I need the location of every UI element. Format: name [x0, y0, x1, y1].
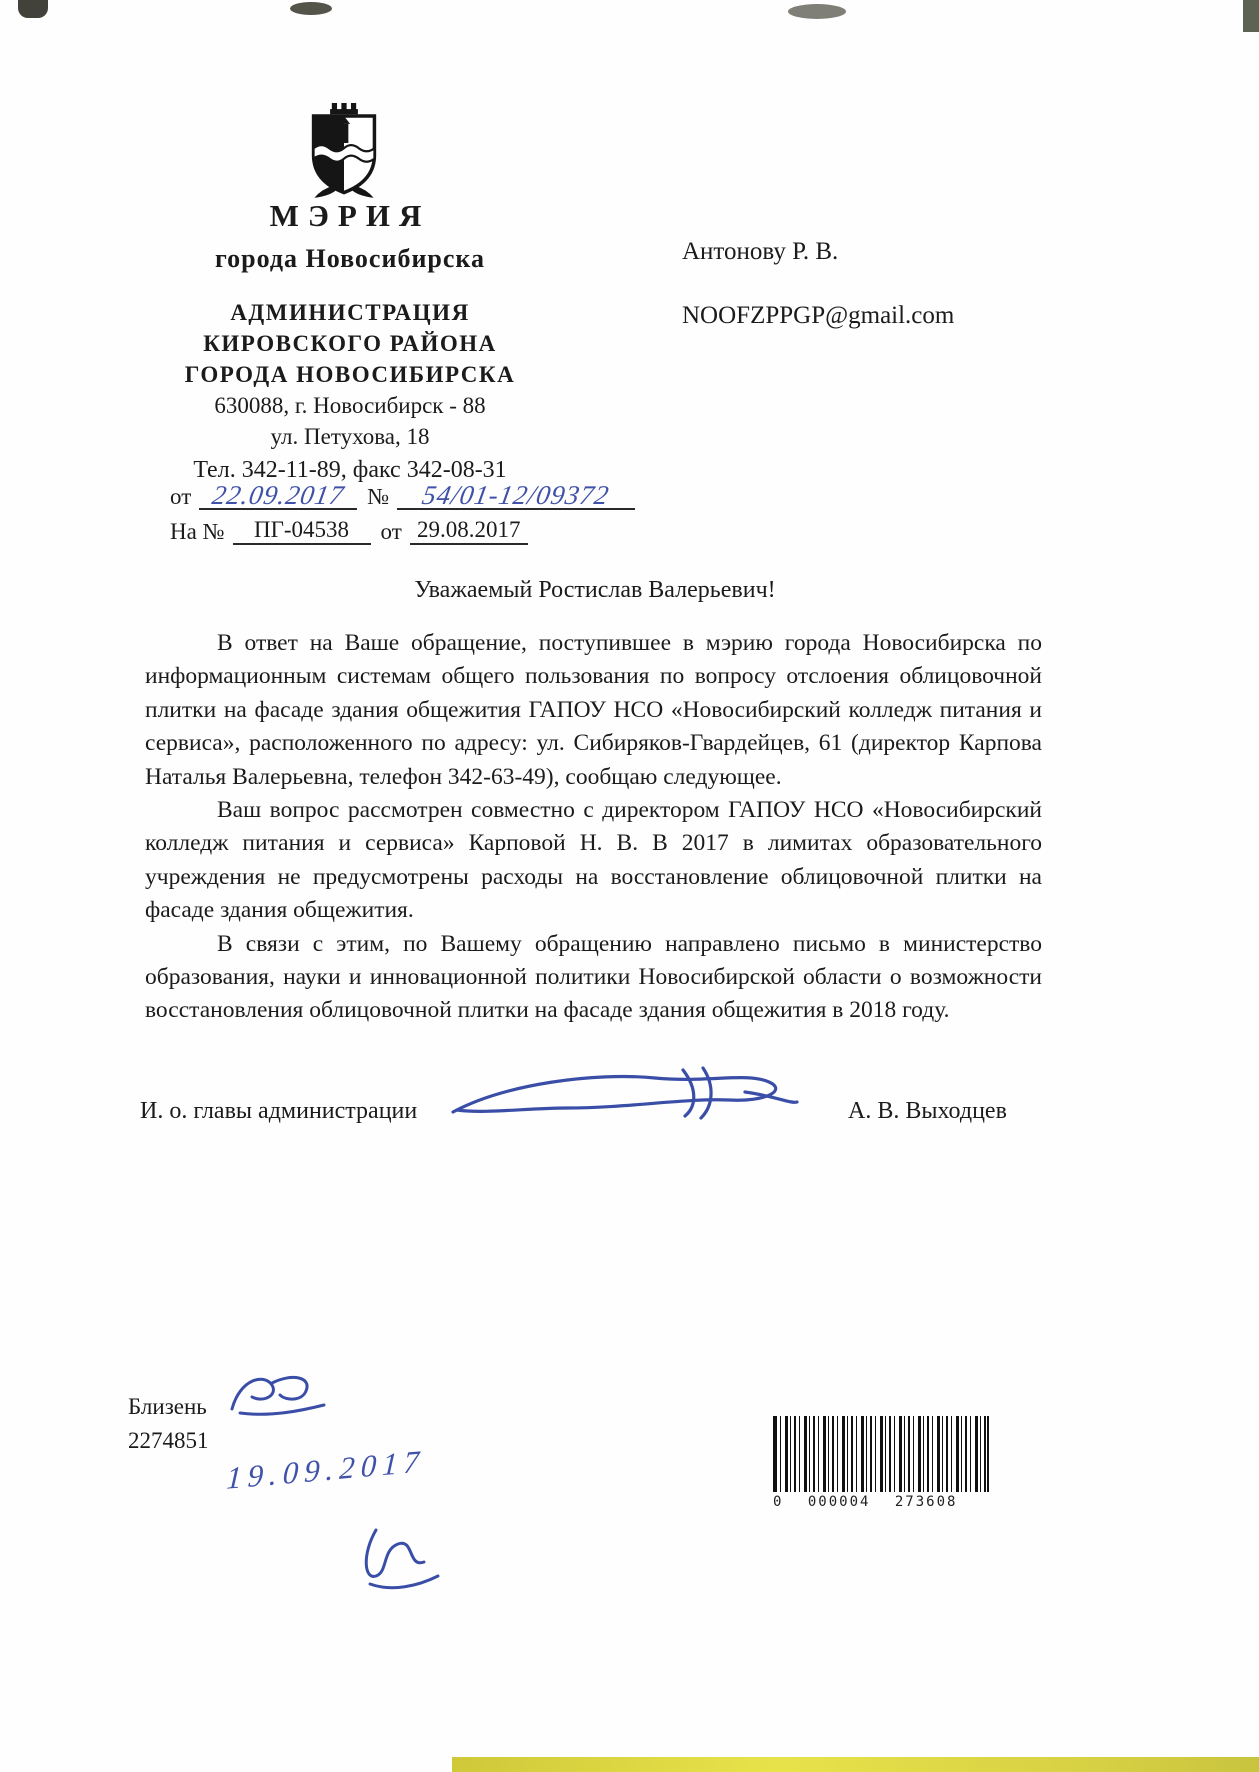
- scan-artifact: [290, 2, 332, 15]
- signature-scribble: [445, 1060, 805, 1138]
- clerk-phone: 2274851: [128, 1428, 209, 1453]
- signatory-name: А. В. Выходцев: [848, 1098, 1007, 1124]
- outgoing-ref-line: [170, 477, 645, 510]
- body-paragraph-3: В связи с этим, по Вашему обращению направлено письмо в министерство образования, науки и инновационной политики Новосибирской области о возможности восстановления облицовочной плитки на фасаде здания общежития в 2018 году.: [145, 930, 1042, 1024]
- dept-line3: ГОРОДА НОВОСИБИРСКА: [184, 362, 516, 387]
- incoming-ref-line: [170, 517, 645, 545]
- scan-edge-artifact: [452, 1757, 1259, 1772]
- incoming-number: ПГ-04538: [233, 517, 371, 545]
- org-name-line2: города Новосибирска: [214, 244, 486, 273]
- outgoing-number-handwritten: 54/01-12/09372: [419, 480, 612, 510]
- dept-line2: КИРОВСКОГО РАЙОНА: [203, 331, 497, 356]
- clerk-name: Близень: [128, 1394, 207, 1419]
- scan-artifact: [788, 4, 846, 19]
- from-label: от: [170, 484, 192, 509]
- recipient-email: NOOFZPPGP@gmail.com: [682, 302, 955, 329]
- number-label: №: [367, 484, 390, 509]
- clerk-initials-scribble: [220, 1365, 335, 1427]
- address-line2: ул. Петухова, 18: [270, 424, 430, 449]
- recipient-name: Антонову Р. В.: [682, 238, 839, 265]
- letterhead: [150, 198, 550, 484]
- signatory-title: И. о. главы администрации: [140, 1098, 418, 1124]
- handwritten-flourish: [348, 1518, 453, 1603]
- outgoing-number-slot: [397, 477, 635, 510]
- reference-block: [170, 477, 645, 545]
- org-name-line1: МЭРИЯ: [269, 198, 431, 233]
- outgoing-date-slot: [199, 477, 357, 510]
- dept-line1: АДМИНИСТРАЦИЯ: [230, 300, 470, 325]
- handwritten-date: 19.09.2017: [225, 1443, 427, 1496]
- incoming-date: 29.08.2017: [410, 517, 528, 545]
- from-label-2: от: [380, 519, 402, 544]
- outgoing-date-handwritten: 22.09.2017: [209, 480, 347, 510]
- salutation: Уважаемый Ростислав Валерьевич!: [414, 577, 776, 603]
- body-paragraph-2: Ваш вопрос рассмотрен совместно с директором ГАПОУ НСО «Новосибирский колледж питания и сервиса» Карповой Н. В. В 2017 в лимитах образовательного учреждения не предусмотрены расходы на восстановление облицовочной плитки на фасаде здания общежития.: [145, 797, 1042, 924]
- barcode: [773, 1416, 989, 1492]
- body-paragraph-1: В ответ на Ваше обращение, поступившее в мэрию города Новосибирска по информационным системам общего пользования по вопросу отслоения облицовочной плитки на фасаде здания общежития ГАПОУ НСО «Новосибирский колледж питания и сервиса», расположенного по адресу: ул. Сибиряков-Гвардейцев, 61 (директор Карпова Наталья Валерьевна, телефон 342-63-49), сообщаю следующее.: [145, 630, 1042, 790]
- coat-of-arms-emblem: [300, 103, 388, 203]
- clerk-block: [128, 1390, 209, 1458]
- barcode-digits: 0 000004 273608: [773, 1494, 958, 1510]
- scan-artifact: [1243, 0, 1259, 32]
- on-number-label: На №: [170, 519, 225, 544]
- scan-artifact: [18, 0, 48, 18]
- address-line1: 630088, г. Новосибирск - 88: [214, 393, 486, 418]
- letter-body: [145, 627, 1042, 1028]
- barcode-block: [773, 1416, 993, 1510]
- phone-line: Тел. 342-11-89, факс 342-08-31: [193, 457, 507, 483]
